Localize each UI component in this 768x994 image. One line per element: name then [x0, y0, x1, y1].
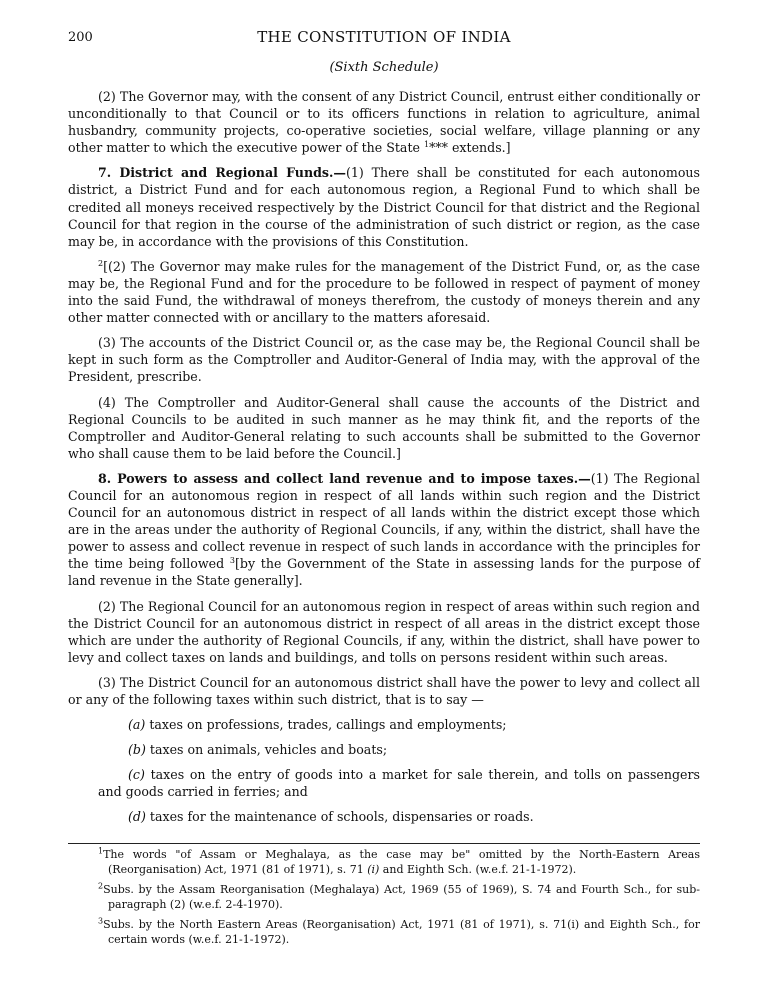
footnote-2: $^2$Subs. by the Assam Reorganisation (Meghalaya) Act, 1969 (55 of 1969), S. 74 and Fourth Sch., for sub-paragraph (2) (w.e.f. 2-4-1970). — [98, 881, 700, 911]
list-item: (a) taxes on professions, trades, callings and employments; — [128, 717, 507, 733]
section-7-2: $^2$[(2) The Governor may make rules for the management of the District Fund, or, as the case may be, the Regional Fund and for the procedure to be followed in respect of payment of money into the said Fund, the withdrawal of moneys therefrom, the custody of moneys therein and any other matter connected with or ancillary to the matters aforesaid. — [68, 258, 700, 326]
section-8-heading: 8. Powers to assess and collect land revenue and to impose taxes.— — [98, 470, 591, 486]
section-7: 7. District and Regional Funds.—(1) There shall be constituted for each autonomous district, a District Fund and for each autonomous region, a Regional Fund to which shall be credited all moneys received respectively by the District Council for that district and the Regional Council for that region in the course of the administration of such district or region, as the case may be, in accordance with the provisions of this Constitution. — [68, 165, 700, 249]
section-7-3: (3) The accounts of the District Council or, as the case may be, the Regional Council shall be kept in such form as the Comptroller and Auditor-General of India may, with the approval of the President, prescribe. — [68, 335, 700, 385]
paragraph-6-2: (2) The Governor may, with the consent of any District Council, entrust either conditionally or unconditionally to that Council or to its officers functions in relation to agriculture, animal husbandry, community projects, co-operative societies, social welfare, village planning or any other matter to which the executive power of the State $^1$*** extends.] — [68, 89, 700, 156]
page-number: 200 — [68, 30, 93, 45]
page-title: THE CONSTITUTION OF INDIA — [257, 28, 511, 46]
section-7-heading: 7. District and Regional Funds.— — [98, 165, 346, 181]
footnote-3: $^3$Subs. by the North Eastern Areas (Reorganisation) Act, 1971 (81 of 1971), s. 71(i) and Eighth Sch., for certain words (w.e.f. 21-1-1972). — [98, 916, 700, 946]
footnote-ref-2: 2 — [98, 258, 104, 268]
footnote-1: $^1$The words "of Assam or Meghalaya, as the case may be" omitted by the North-Eastern Areas (Reorganisation) Act, 1971 (81 of 1971), s. 71 (i) and Eighth Sch. (w.e.f. 21-1-1972). — [98, 846, 700, 876]
footnote-ref-1: 1 — [423, 140, 430, 150]
section-8: 8. Powers to assess and collect land revenue and to impose taxes.—(1) The Regional Council for an autonomous region in respect of all lands within such region and the District Council for an autonomous district in respect of all lands within the district except those which are in the areas under the authority of Regional Councils, if any, within the district, shall have the power to assess and collect revenue in respect of such lands in accordance with the principles for the time being followed $^3$[by the Government of the State in assessing lands for the purpose of land revenue in the State generally]. — [68, 470, 700, 589]
section-8-2: (2) The Regional Council for an autonomous region in respect of areas within such region and the District Council for an autonomous district in respect of all areas in the district except those which are under the authority of Regional Councils, if any, within the district, shall have power to levy and collect taxes on lands and buildings, and tolls on persons resident within such areas. — [68, 598, 700, 665]
footnotes — [98, 848, 700, 954]
footnote-divider — [68, 843, 700, 844]
footnote-ref-3: 3 — [229, 556, 235, 566]
list-item: (b) taxes on animals, vehicles and boats; — [128, 742, 388, 758]
list-item: (d) taxes for the maintenance of schools, dispensaries or roads. — [128, 809, 534, 825]
list-item: (c) taxes on the entry of goods into a market for sale therein, and tolls on passengers and goods carried in ferries; and — [98, 767, 700, 800]
page-subtitle: (Sixth Schedule) — [329, 60, 439, 75]
section-8-3: (3) The District Council for an autonomous district shall have the power to levy and collect all or any of the following taxes within such district, that is to say — — [68, 674, 700, 707]
section-7-4: (4) The Comptroller and Auditor-General shall cause the accounts of the District and Regional Councils to be audited in such manner as he may think fit, and the reports of the Comptroller and Auditor-General relating to such accounts shall be submitted to the Governor who shall cause them to be laid before the Council.] — [68, 394, 700, 461]
document-body — [68, 88, 700, 834]
